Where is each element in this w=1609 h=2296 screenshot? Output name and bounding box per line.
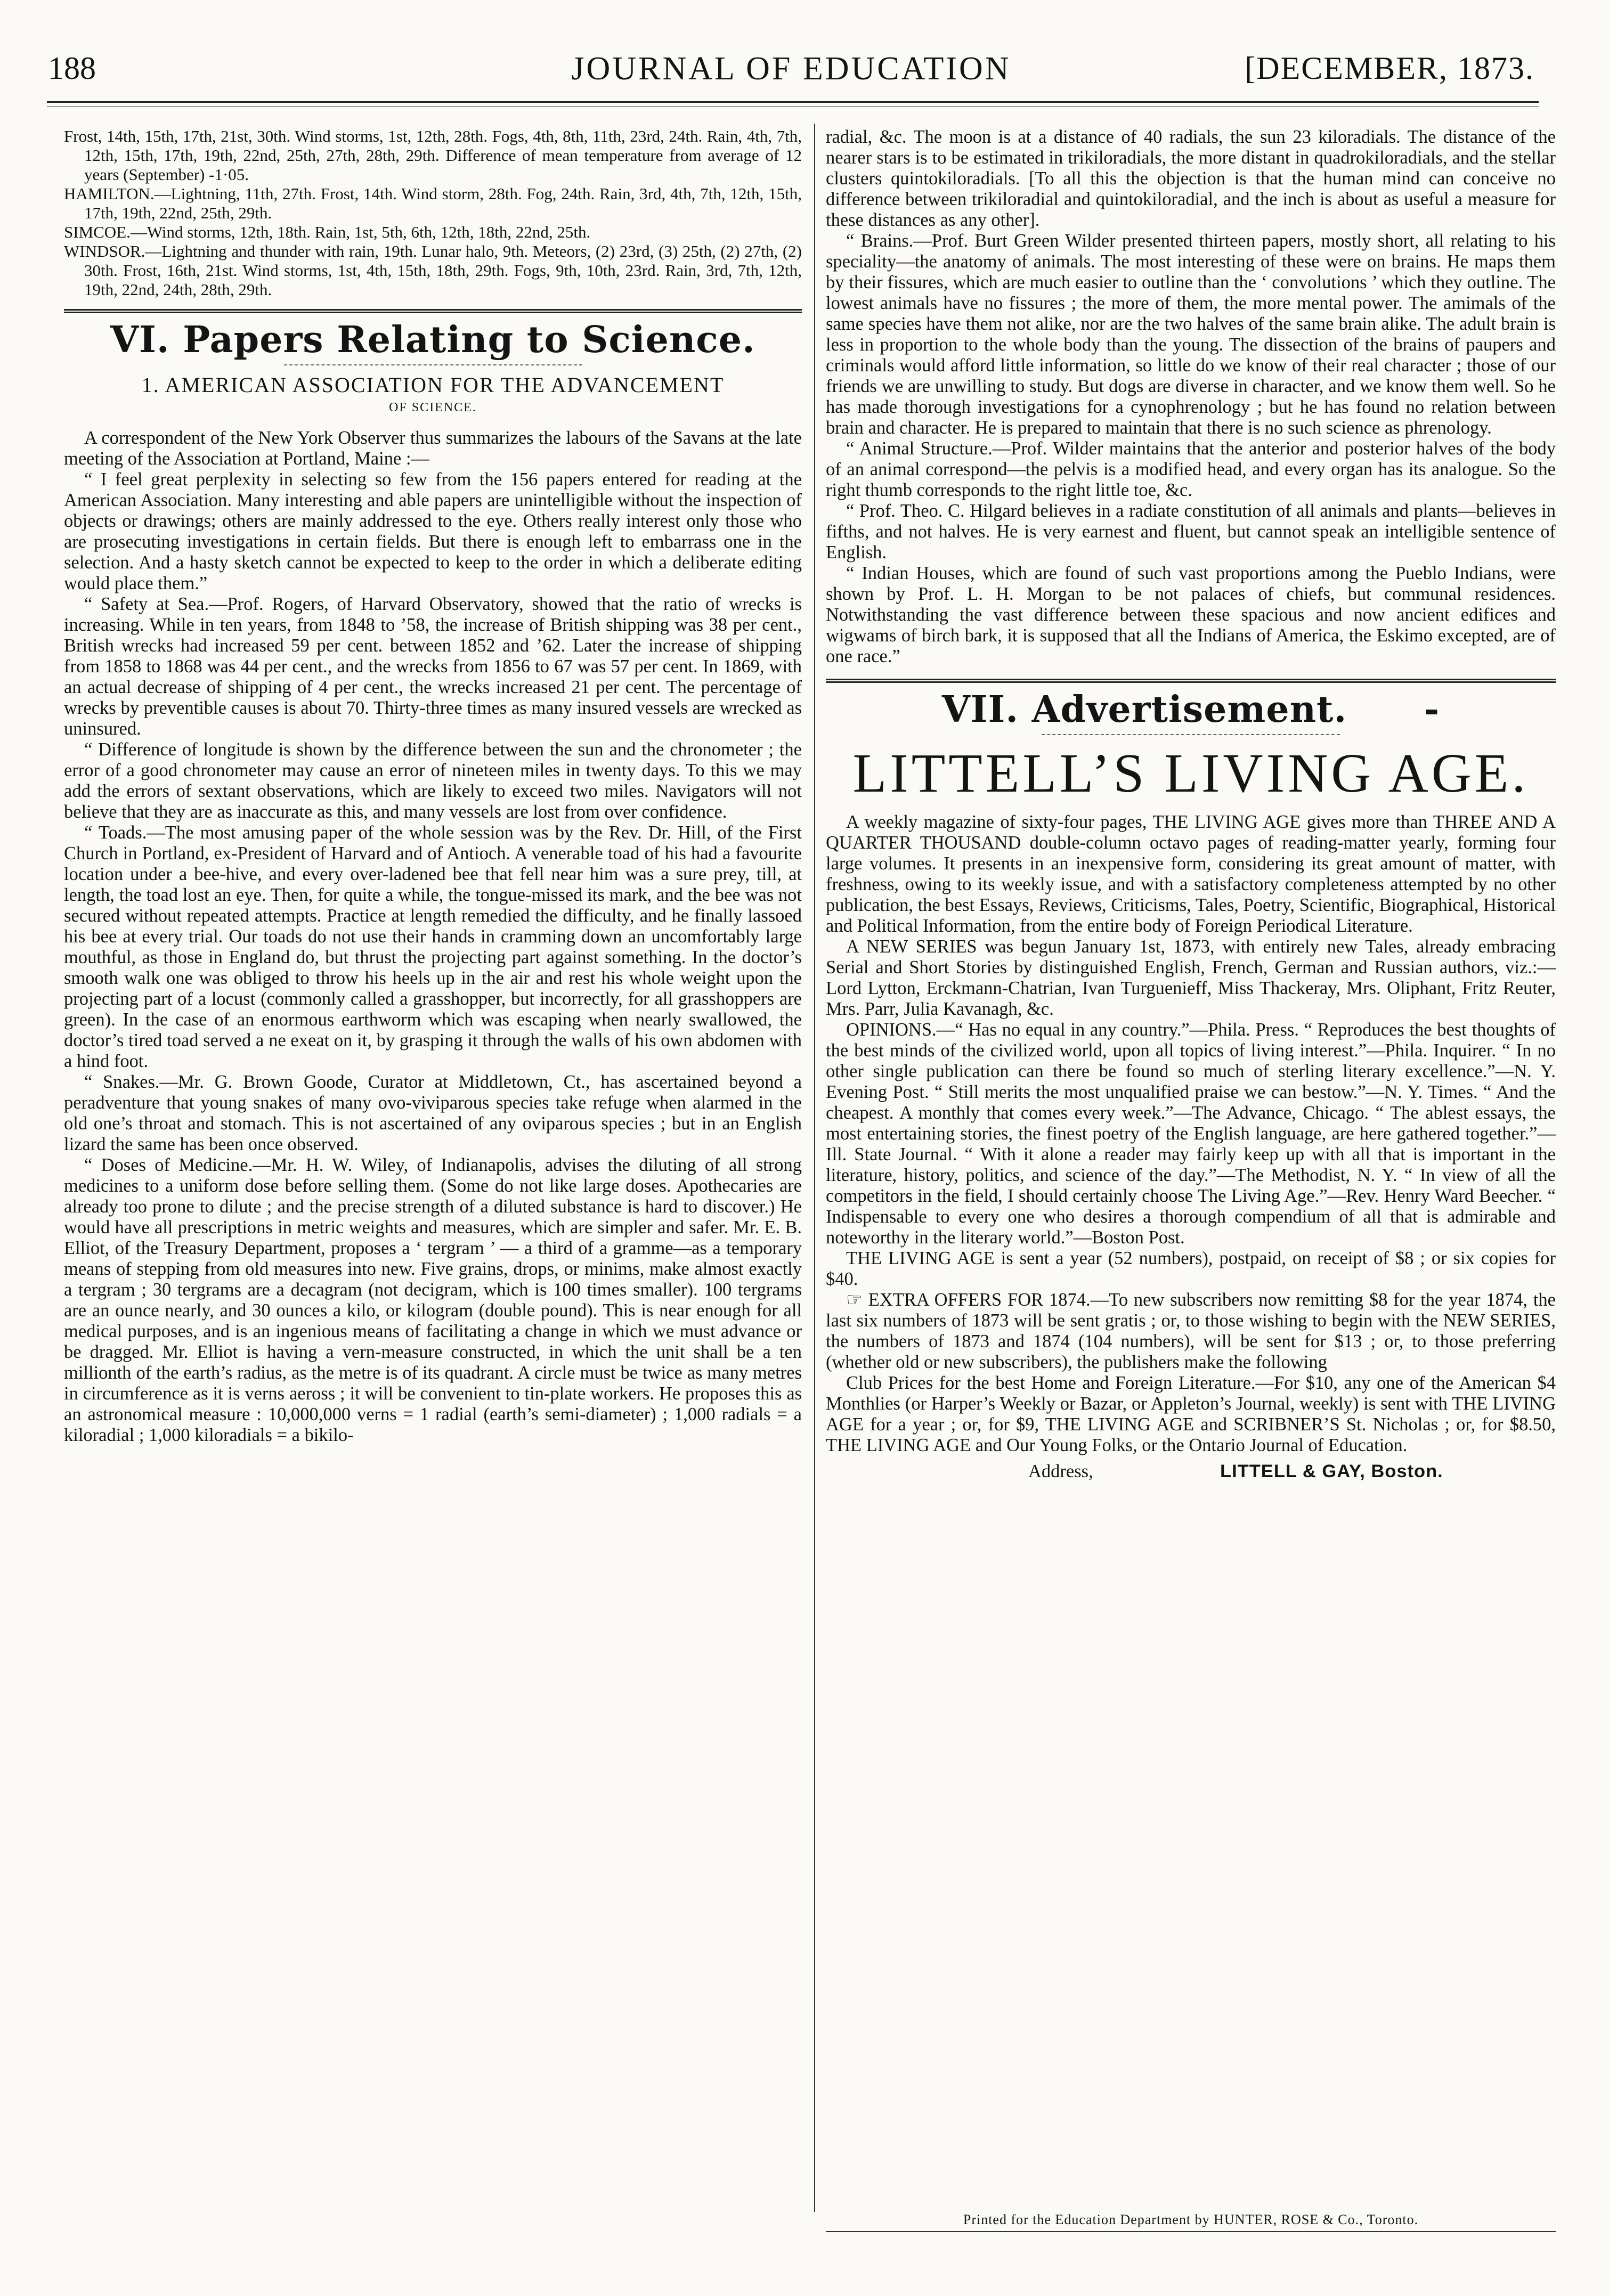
section-heading-row <box>826 688 1556 731</box>
ad-paragraph: Club Prices for the best Home and Foreign Literature.—For $10, any one of the American $4 Monthlies (or Harper’s Weekly or Bazar, or Appleton’s Journal, weekly) is sent with THE LIVING AGE for a year ; or, for $9, THE LIVING AGE and SCRIBNER’S St. Nicholas ; or, for $8.50, THE LIVING AGE and Our Young Folks, or the Ontario Journal of Education. <box>826 1373 1556 1455</box>
advertisement-title: LITTELL’S LIVING AGE. <box>852 743 1529 804</box>
section-dash: - <box>1424 688 1440 731</box>
article-paragraph: “ Prof. Theo. C. Hilgard believes in a radiate constitution of all animals and plants—believes in fifths, and not halves. He is very earnest and fluent, but cannot speak an intelligible sentence of English. <box>826 501 1556 563</box>
article-paragraph: radial, &c. The moon is at a distance of 40 radials, the sun 23 kiloradials. The distance of the nearer stars is to be estimated in trikiloradials, the more distant in quadrokiloradials, and the stellar clusters quintokiloradials. [To all this the objection is that the human mind can conceive no difference between trikiloradial and quintokiloradial, and the inch is about as useful a measure for these distances as any other]. <box>826 127 1556 230</box>
ad-paragraph: OPINIONS.—“ Has no equal in any country.”—Phila. Press. “ Reproduces the best thoughts of the best minds of the civilized world, upon all topics of living interest.”—Phila. Inquirer. “ In no other single publication can there be found so much of sterling literary excellence.”—N. Y. Evening Post. “ Still merits the most unqualified praise we can bestow.”—N. Y. Times. “ And the cheapest. A monthly that comes every week.”—The Advance, Chicago. “ The ablest essays, the most entertaining stories, the finest poetry of the English language, are here gathered together.”—Ill. State Journal. “ With it alone a reader may fairly keep up with all that is important in the literature, history, politics, and science of the day.”—The Methodist, N. Y. “ In view of all the competitors in the field, I should certainly choose The Living Age.”—Rev. Henry Ward Beecher. “ Indispensable to every one who desires a thorough compendium of all that is admirable and noteworthy in the literary world.”—Boston Post. <box>826 1020 1556 1248</box>
article-heading: 1. AMERICAN ASSOCIATION FOR THE ADVANCEMENT <box>141 373 725 397</box>
column-divider <box>814 124 815 2212</box>
issue-date: [DECEMBER, 1873. <box>1245 51 1534 86</box>
article-paragraph: “ Difference of longitude is shown by the difference between the sun and the chronometer ; the error of a good chronometer may cause an error of nineteen miles in twenty days. To this we may add the errors of sextant observations, which are likely to exceed two miles. Navigators will not believe that they are as inaccurate as this, and many vessels are lost from over confidence. <box>64 739 802 822</box>
section-rule <box>826 679 1556 683</box>
section-heading: VII. Advertisement. <box>941 688 1347 731</box>
ad-paragraph: THE LIVING AGE is sent a year (52 numbers), postpaid, on receipt of $8 ; or six copies for $40. <box>826 1248 1556 1289</box>
footer-rule <box>826 2231 1556 2232</box>
section-heading: VI. Papers Relating to Science. <box>110 319 755 361</box>
ornament-rule <box>1042 734 1340 735</box>
ad-paragraph: ☞ EXTRA OFFERS FOR 1874.—To new subscribers now remitting $8 for the year 1874, the last six numbers of 1873 will be sent gratis ; or, to those wishing to begin with the NEW SERIES, the numbers of 1873 and 1874 (104 numbers), will be sent for $13 ; or, to those preferring (whether old or new subscribers), the publishers make the following <box>826 1290 1556 1372</box>
weather-entry: SIMCOE.—Wind storms, 12th, 18th. Rain, 1st, 5th, 6th, 12th, 18th, 22nd, 25th. <box>64 223 591 241</box>
article-paragraph: “ Animal Structure.—Prof. Wilder maintains that the anterior and posterior halves of the body of an animal correspond—the pelvis is a modified head, and every organ has its analogue. So the right thumb corresponds to the right little toe, &c. <box>826 438 1556 500</box>
section-rule <box>64 309 802 313</box>
address-line <box>826 1461 1556 1493</box>
article-paragraph: “ Snakes.—Mr. G. Brown Goode, Curator at Middletown, Ct., has ascertained beyond a peradventure that young snakes of many ovo-viviparous species take refuge when alarmed in the old one’s throat and stomach. This is not ascertained of any oviparous species ; but in an English lizard the same has been once observed. <box>64 1072 802 1154</box>
address-label: Address, <box>1028 1461 1093 1481</box>
ad-paragraph: A weekly magazine of sixty-four pages, THE LIVING AGE gives more than THREE AND A QUARTER THOUSAND double-column octavo pages of reading-matter yearly, forming four large volumes. It presents in an inexpensive form, considering its great amount of matter, with freshness, owing to its weekly issue, and with a satisfactory completeness attempted by no other publication, the best Essays, Reviews, Criticisms, Tales, Poetry, Scientific, Biographical, Historical and Political Information, from the entire body of Foreign Periodical Literature. <box>826 812 1556 936</box>
publisher-name: LITTELL & GAY, Boston. <box>1220 1461 1443 1481</box>
journal-title: JOURNAL OF EDUCATION <box>571 51 1011 87</box>
weather-entry: WINDSOR.—Lightning and thunder with rain, 19th. Lunar halo, 9th. Meteors, (2) 23rd, (3) 25th, (2) 27th, (2) 30th. Frost, 16th, 21st. Wind storms, 1st, 4th, 15th, 18th, 29th. Fogs, 9th, 10th, 23rd. Rain, 3rd, 7th, 12th, 19th, 22nd, 24th, 28th, 29th. <box>64 242 802 299</box>
weather-entry: Frost, 14th, 15th, 17th, 21st, 30th. Wind storms, 1st, 12th, 28th. Fogs, 4th, 8th, 11th, 23rd, 24th. Rain, 4th, 7th, 12th, 15th, 17th, 19th, 22nd, 25th, 27th, 28th, 29th. Difference of mean temperature from average of 12 years (September) -1·05. <box>64 127 802 184</box>
weather-report <box>64 127 802 299</box>
printer-credit: Printed for the Education Department by HUNTER, ROSE & Co., Toronto. <box>963 2212 1419 2227</box>
left-column <box>64 127 802 2212</box>
weather-entry: HAMILTON.—Lightning, 11th, 27th. Frost, 14th. Wind storm, 28th. Fog, 24th. Rain, 3rd, 4th, 7th, 12th, 15th, 17th, 19th, 22nd, 25th, 29th. <box>64 184 802 222</box>
article-paragraph: “ Brains.—Prof. Burt Green Wilder presented thirteen papers, mostly short, all relating to his speciality—the anatomy of animals. The most interesting of these were on brains. He maps them by their fissures, which are much easier to outline than the ‘ convolutions ’ which they outline. The lowest animals have no fissures ; the more of them, the more mental power. The amimals of the same species have them not alike, nor are the two halves of the same brain alike. The adult brain is less in proportion to the whole body than the young. The dissection of the brains of paupers and criminals would afford little information, so little do we know of their real character ; those of our friends we are unwilling to study. But dogs are diverse in character, and we know them well. So he has made thorough investigations for a cynophrenology ; but he has found no relation between brain and character. He is prepared to maintain that there is no such science as phrenology. <box>826 231 1556 438</box>
ad-paragraph: A NEW SERIES was begun January 1st, 1873, with entirely new Tales, already embracing Serial and Short Stories by distinguished English, French, German and Russian authors, viz.:—Lord Lytton, Erckmann-Chatrian, Ivan Turguenieff, Miss Thackeray, Mrs. Oliphant, Fritz Reuter, Mrs. Parr, Julia Kavanagh, &c. <box>826 937 1556 1019</box>
article-paragraph: “ Toads.—The most amusing paper of the whole session was by the Rev. Dr. Hill, of the First Church in Portland, ex-President of Harvard and of Antioch. A venerable toad of his had a favourite location under a bee-hive, and every over-ladened bee that fell near him was a sure prey, till, at length, the toad lost an eye. Then, for quite a while, the tongue-missed its mark, and the bee was not secured without repeated attempts. Practice at length remedied the difficulty, and he finally lassoed his bee at every trial. Our toads do not use their hands in cramming down an uncomfortably large mouthful, as those in England do, but thrust the projecting part against something. In the doctor’s smooth walk one was obliged to throw his heels up in the air and rest his whole weight upon the projecting part of a locust (commonly called a grasshopper, but incorrectly, for all grasshoppers are green). In the case of an enormous earthworm which was escaping when nearly swallowed, the doctor’s tired toad served a ne exeat on it, by grasping it through the walls of his own abdomen with a hind foot. <box>64 823 802 1071</box>
article-paragraph: “ Indian Houses, which are found of such vast proportions among the Pueblo Indians, were shown by Prof. L. H. Morgan to be not palaces of chiefs, but communal residences. Notwithstanding the vast difference between these spacious and now ancient edifices and wigwams of birch bark, it is supposed that all the Indians of America, the Eskimo excepted, are of one race.” <box>826 563 1556 666</box>
right-column <box>826 127 1556 2212</box>
page-header <box>48 50 1534 93</box>
article-paragraph: “ I feel great perplexity in selecting so few from the 156 papers entered for reading at the American Association. Many interesting and able papers are unintelligible without the inspection of objects or drawings; others are mainly addressed to the eye. Others really interest only those who are prosecuting investigations in certain fields. But there is enough left to embarrass one in the selection. And a hasty sketch cannot be expected to keep to the order in which a deliberate editing would place them.” <box>64 469 802 593</box>
article-paragraph: A correspondent of the New York Observer thus summarizes the labours of the Savans at the late meeting of the Association at Portland, Maine :— <box>64 428 802 469</box>
header-rule <box>47 101 1539 103</box>
article-paragraph: “ Safety at Sea.—Prof. Rogers, of Harvard Observatory, showed that the ratio of wrecks is increasing. While in ten years, from 1848 to ’58, the increase of British shipping was 38 per cent., British wrecks had increased 59 per cent. between 1852 and ’62. Later the increase of shipping from 1858 to 1868 was 44 per cent., and the wrecks from 1856 to 67 was 57 per cent. In 1869, with an actual decrease of shipping of 4 per cent., the wrecks increased 21 per cent. The percentage of wrecks by preventible causes is about 70. Thirty-three times as many insured vessels are wrecked as uninsured. <box>64 594 802 739</box>
page-number: 188 <box>48 51 96 86</box>
article-subheading: OF SCIENCE. <box>389 401 477 414</box>
ornament-rule <box>284 364 582 365</box>
article-paragraph: “ Doses of Medicine.—Mr. H. W. Wiley, of Indianapolis, advises the diluting of all strong medicines to a uniform dose before selling them. (Some do not like large doses. Apothecaries are already too prone to dilute ; and the precise strength of a diluted substance is hard to discover.) He would have all prescriptions in metric weights and measures, which are simpler and safer. Mr. E. B. Elliot, of the Treasury Department, proposes a ‘ tergram ’ — a third of a gramme—as a temporary means of stepping from old measures into new. Five grains, drops, or minims, make almost exactly a tergram ; 30 tergrams are a decagram (not decigram, which is 100 times smaller). 100 tergrams are an ounce nearly, and 30 ounces a kilo, or kilogram (double pound). This is near enough for all medical purposes, and is an ingenious means of facilitating a change in which we must advance or be dragged. Mr. Elliot is having a vern-measure constructed, in which the unit shall be a ten millionth of the earth’s radius, as the metre is of its quadrant. A circle must be twice as many metres in circumference as it is verns aeross ; it will be convenient to tin-plate workers. He proposes this as an astronomical measure : 10,000,000 verns = 1 radial (earth’s semi-diameter) ; 1,000 radials = a kiloradial ; 1,000 kiloradials = a bikilo- <box>64 1155 802 1445</box>
